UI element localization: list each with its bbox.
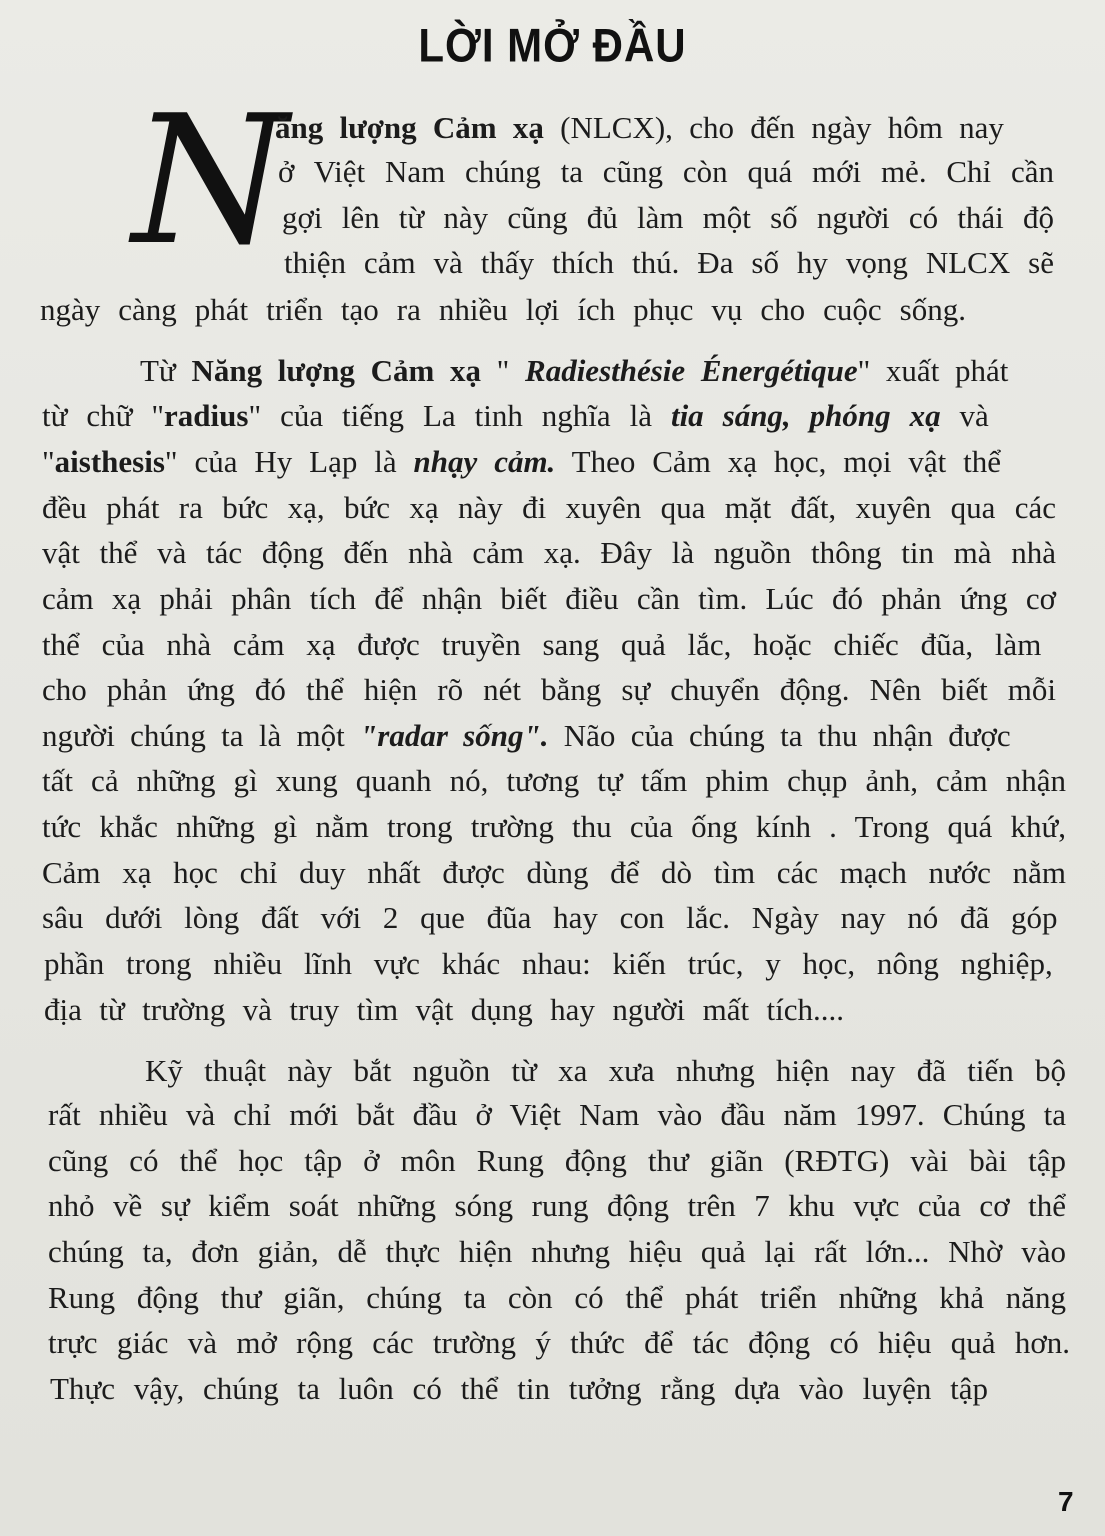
paragraph-1-line-5: ngày càng phát triển tạo ra nhiều lợi ích phục vụ cho cuộc sống.: [40, 292, 966, 327]
paragraph-3-line-4: nhỏ về sự kiểm soát những sóng rung động trên 7 khu vực của cơ thể: [48, 1188, 1066, 1223]
paragraph-2-line-9: người chúng ta là một "radar sống". Não của chúng ta thu nhận được: [42, 718, 1011, 753]
paragraph-3-line-2: rất nhiều và chỉ mới bắt đầu ở Việt Nam vào đầu năm 1997. Chúng ta: [48, 1097, 1066, 1132]
paragraph-2-line-15: địa từ trường và truy tìm vật dụng hay người mất tích....: [44, 992, 844, 1027]
paragraph-1-line-4: thiện cảm và thấy thích thú. Đa số hy vọng NLCX sẽ: [284, 245, 1054, 280]
term-nang-luong-cam-xa: ăng lượng Cảm xạ: [275, 110, 544, 145]
paragraph-3-line-8: Thực vậy, chúng ta luôn có thể tin tưởng rằng dựa vào luyện tập: [50, 1371, 988, 1406]
page-number: 7: [1058, 1486, 1074, 1517]
drop-cap-letter: N: [132, 77, 288, 284]
paragraph-2-line-12: Cảm xạ học chỉ duy nhất được dùng để dò tìm các mạch nước nằm: [42, 855, 1066, 890]
paragraph-3-line-5: chúng ta, đơn giản, dễ thực hiện nhưng hiệu quả lại rất lớn... Nhờ vào: [48, 1234, 1066, 1269]
page-title: LỜI MỞ ĐẦU: [418, 19, 687, 72]
paragraph-2-line-14: phần trong nhiều lĩnh vực khác nhau: kiến trúc, y học, nông nghiệp,: [44, 946, 1053, 981]
paragraph-2-line-13: sâu dưới lòng đất với 2 que đũa hay con lắc. Ngày nay nó đã góp: [42, 900, 1058, 935]
paragraph-1-line-1: ăng lượng Cảm xạ (NLCX), cho đến ngày hôm nay: [275, 110, 1004, 145]
paragraph-2-line-7: thể của nhà cảm xạ được truyền sang quả lắc, hoặc chiếc đũa, làm: [42, 627, 1042, 662]
paragraph-2-line-11: tức khắc những gì nằm trong trường thu của ống kính . Trong quá khứ,: [42, 809, 1066, 844]
paragraph-2-line-5: vật thể và tác động đến nhà cảm xạ. Đây là nguồn thông tin mà nhà: [42, 535, 1056, 570]
paragraph-1-line-3: gợi lên từ này cũng đủ làm một số người có thái độ: [282, 200, 1054, 235]
paragraph-2-line-1: Từ Năng lượng Cảm xạ " Radiesthésie Énergétique" xuất phát: [140, 353, 1009, 388]
paragraph-3-line-7: trực giác và mở rộng các trường ý thức để tác động có hiệu quả hơn.: [48, 1325, 1070, 1360]
paragraph-2-line-10: tất cả những gì xung quanh nó, tương tự tấm phim chụp ảnh, cảm nhận: [42, 763, 1066, 798]
paragraph-2-line-3: "aisthesis" của Hy Lạp là nhạy cảm. Theo Cảm xạ học, mọi vật thể: [42, 444, 1002, 479]
paragraph-3-line-3: cũng có thể học tập ở môn Rung động thư giãn (RĐTG) vài bài tập: [48, 1143, 1066, 1178]
paragraph-1-line-2: ở Việt Nam chúng ta cũng còn quá mới mẻ. Chỉ cần: [278, 154, 1054, 189]
paragraph-2-line-2: từ chữ "radius" của tiếng La tinh nghĩa là tia sáng, phóng xạ và: [42, 398, 989, 433]
paragraph-2-line-4: đều phát ra bức xạ, bức xạ này đi xuyên qua mặt đất, xuyên qua các: [42, 490, 1056, 525]
paragraph-2-line-6: cảm xạ phải phân tích để nhận biết điều cần tìm. Lúc đó phản ứng cơ: [42, 581, 1056, 616]
paragraph-3-line-6: Rung động thư giãn, chúng ta còn có thể phát triển những khả năng: [48, 1280, 1066, 1315]
paragraph-3-line-1: Kỹ thuật này bắt nguồn từ xa xưa nhưng hiện nay đã tiến bộ: [145, 1053, 1066, 1088]
paragraph-2-line-8: cho phản ứng đó thể hiện rõ nét bằng sự chuyển động. Nên biết mỗi: [42, 672, 1056, 707]
